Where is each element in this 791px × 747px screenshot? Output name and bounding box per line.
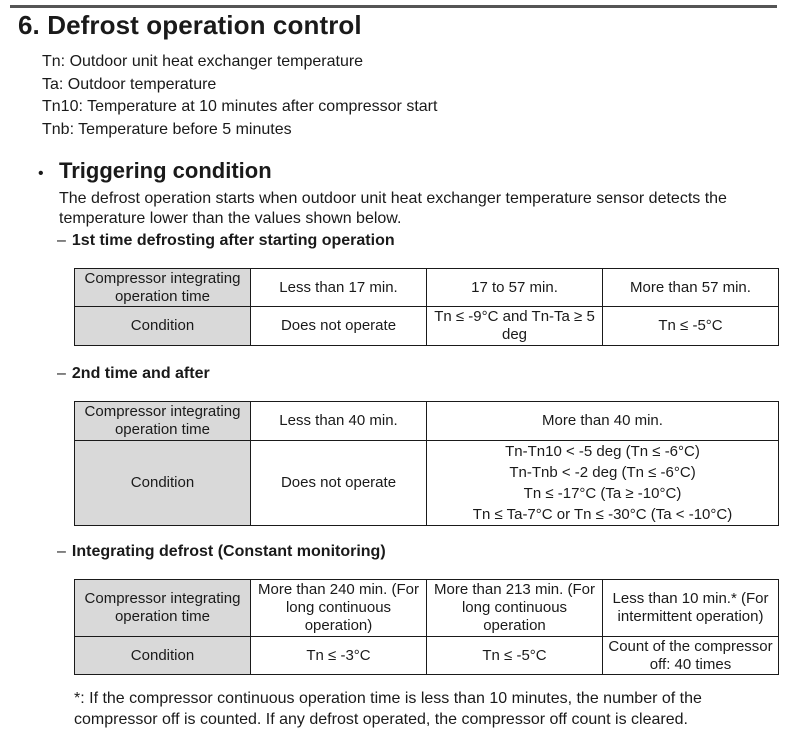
table-row [75, 637, 779, 675]
subheading-first-defrost [57, 232, 395, 250]
dash-mark: – [57, 232, 66, 249]
definition-item: Tn: Outdoor unit heat exchanger temperature [42, 53, 364, 70]
bullet-icon: • [38, 165, 44, 182]
table-row [75, 441, 779, 526]
table-cell: More than 57 min. [603, 269, 779, 307]
condition-list-cell [427, 441, 779, 526]
subheading-integrating-defrost [57, 543, 386, 561]
subheading-label: Integrating defrost (Constant monitoring) [71, 543, 386, 560]
table-cell: 17 to 57 min. [427, 269, 603, 307]
condition-line: Tn ≤ Ta-7°C or Tn ≤ -30°C (Ta < -10°C) [472, 506, 733, 523]
footnote: *: If the compressor continuous operation time is less than 10 minutes, the number of the compressor off is counted. If any defrost operated, the compressor off count is cleared. [74, 690, 702, 728]
subheading-second-defrost [57, 365, 210, 383]
table-row [75, 402, 779, 441]
table-row [75, 307, 779, 346]
top-rule [10, 5, 777, 8]
table-cell: Tn ≤ -5°C [427, 637, 603, 675]
subheading-label: 1st time defrosting after starting operation [71, 232, 395, 249]
table-cell: Does not operate [251, 441, 427, 526]
subheading-label: 2nd time and after [71, 365, 210, 382]
table-header-cell: Condition [75, 307, 251, 346]
dash-mark: – [57, 365, 66, 382]
condition-line: Tn ≤ -17°C (Ta ≥ -10°C) [523, 485, 682, 502]
definitions-list [42, 51, 437, 142]
table-cell: Less than 40 min. [251, 402, 427, 441]
table-header-cell: Condition [75, 441, 251, 526]
table-header-cell: Compressor integrating operation time [75, 580, 251, 637]
table-header-cell: Condition [75, 637, 251, 675]
dash-mark: – [57, 543, 66, 560]
table-cell: Less than 17 min. [251, 269, 427, 307]
definition-item: Ta: Outdoor temperature [42, 75, 217, 93]
second-defrost-table [74, 401, 779, 526]
table-cell: Tn ≤ -5°C [603, 307, 779, 346]
table-cell: Tn ≤ -3°C [251, 637, 427, 675]
definition-item: Tn10: Temperature at 10 minutes after compressor start [42, 98, 438, 116]
section-description: The defrost operation starts when outdoor unit heat exchanger temperature sensor detects the temperature lower than the values shown below. [59, 190, 727, 227]
condition-line: Tn-Tn10 < -5 deg (Tn ≤ -6°C) [505, 443, 700, 460]
table-cell: Does not operate [251, 307, 427, 346]
condition-line: Tn-Tnb < -2 deg (Tn ≤ -6°C) [509, 464, 696, 481]
table-row [75, 580, 779, 637]
table-cell: More than 213 min. (For long continuous operation [427, 580, 603, 637]
first-defrost-table [74, 268, 779, 346]
table-row [75, 269, 779, 307]
section-heading: Triggering condition [59, 158, 272, 183]
integrating-defrost-table [74, 579, 779, 675]
table-cell: More than 40 min. [427, 402, 779, 441]
table-header-cell: Compressor integrating operation time [75, 269, 251, 307]
page-title: 6. Defrost operation control [18, 10, 362, 40]
definition-item: Tnb: Temperature before 5 minutes [42, 121, 292, 139]
table-cell: Tn ≤ -9°C and Tn-Ta ≥ 5 deg [427, 307, 603, 346]
table-cell: Less than 10 min.* (For intermittent operation) [603, 580, 779, 637]
table-cell: More than 240 min. (For long continuous operation) [251, 580, 427, 637]
table-header-cell: Compressor integrating operation time [75, 402, 251, 441]
table-cell: Count of the compressor off: 40 times [603, 637, 779, 675]
